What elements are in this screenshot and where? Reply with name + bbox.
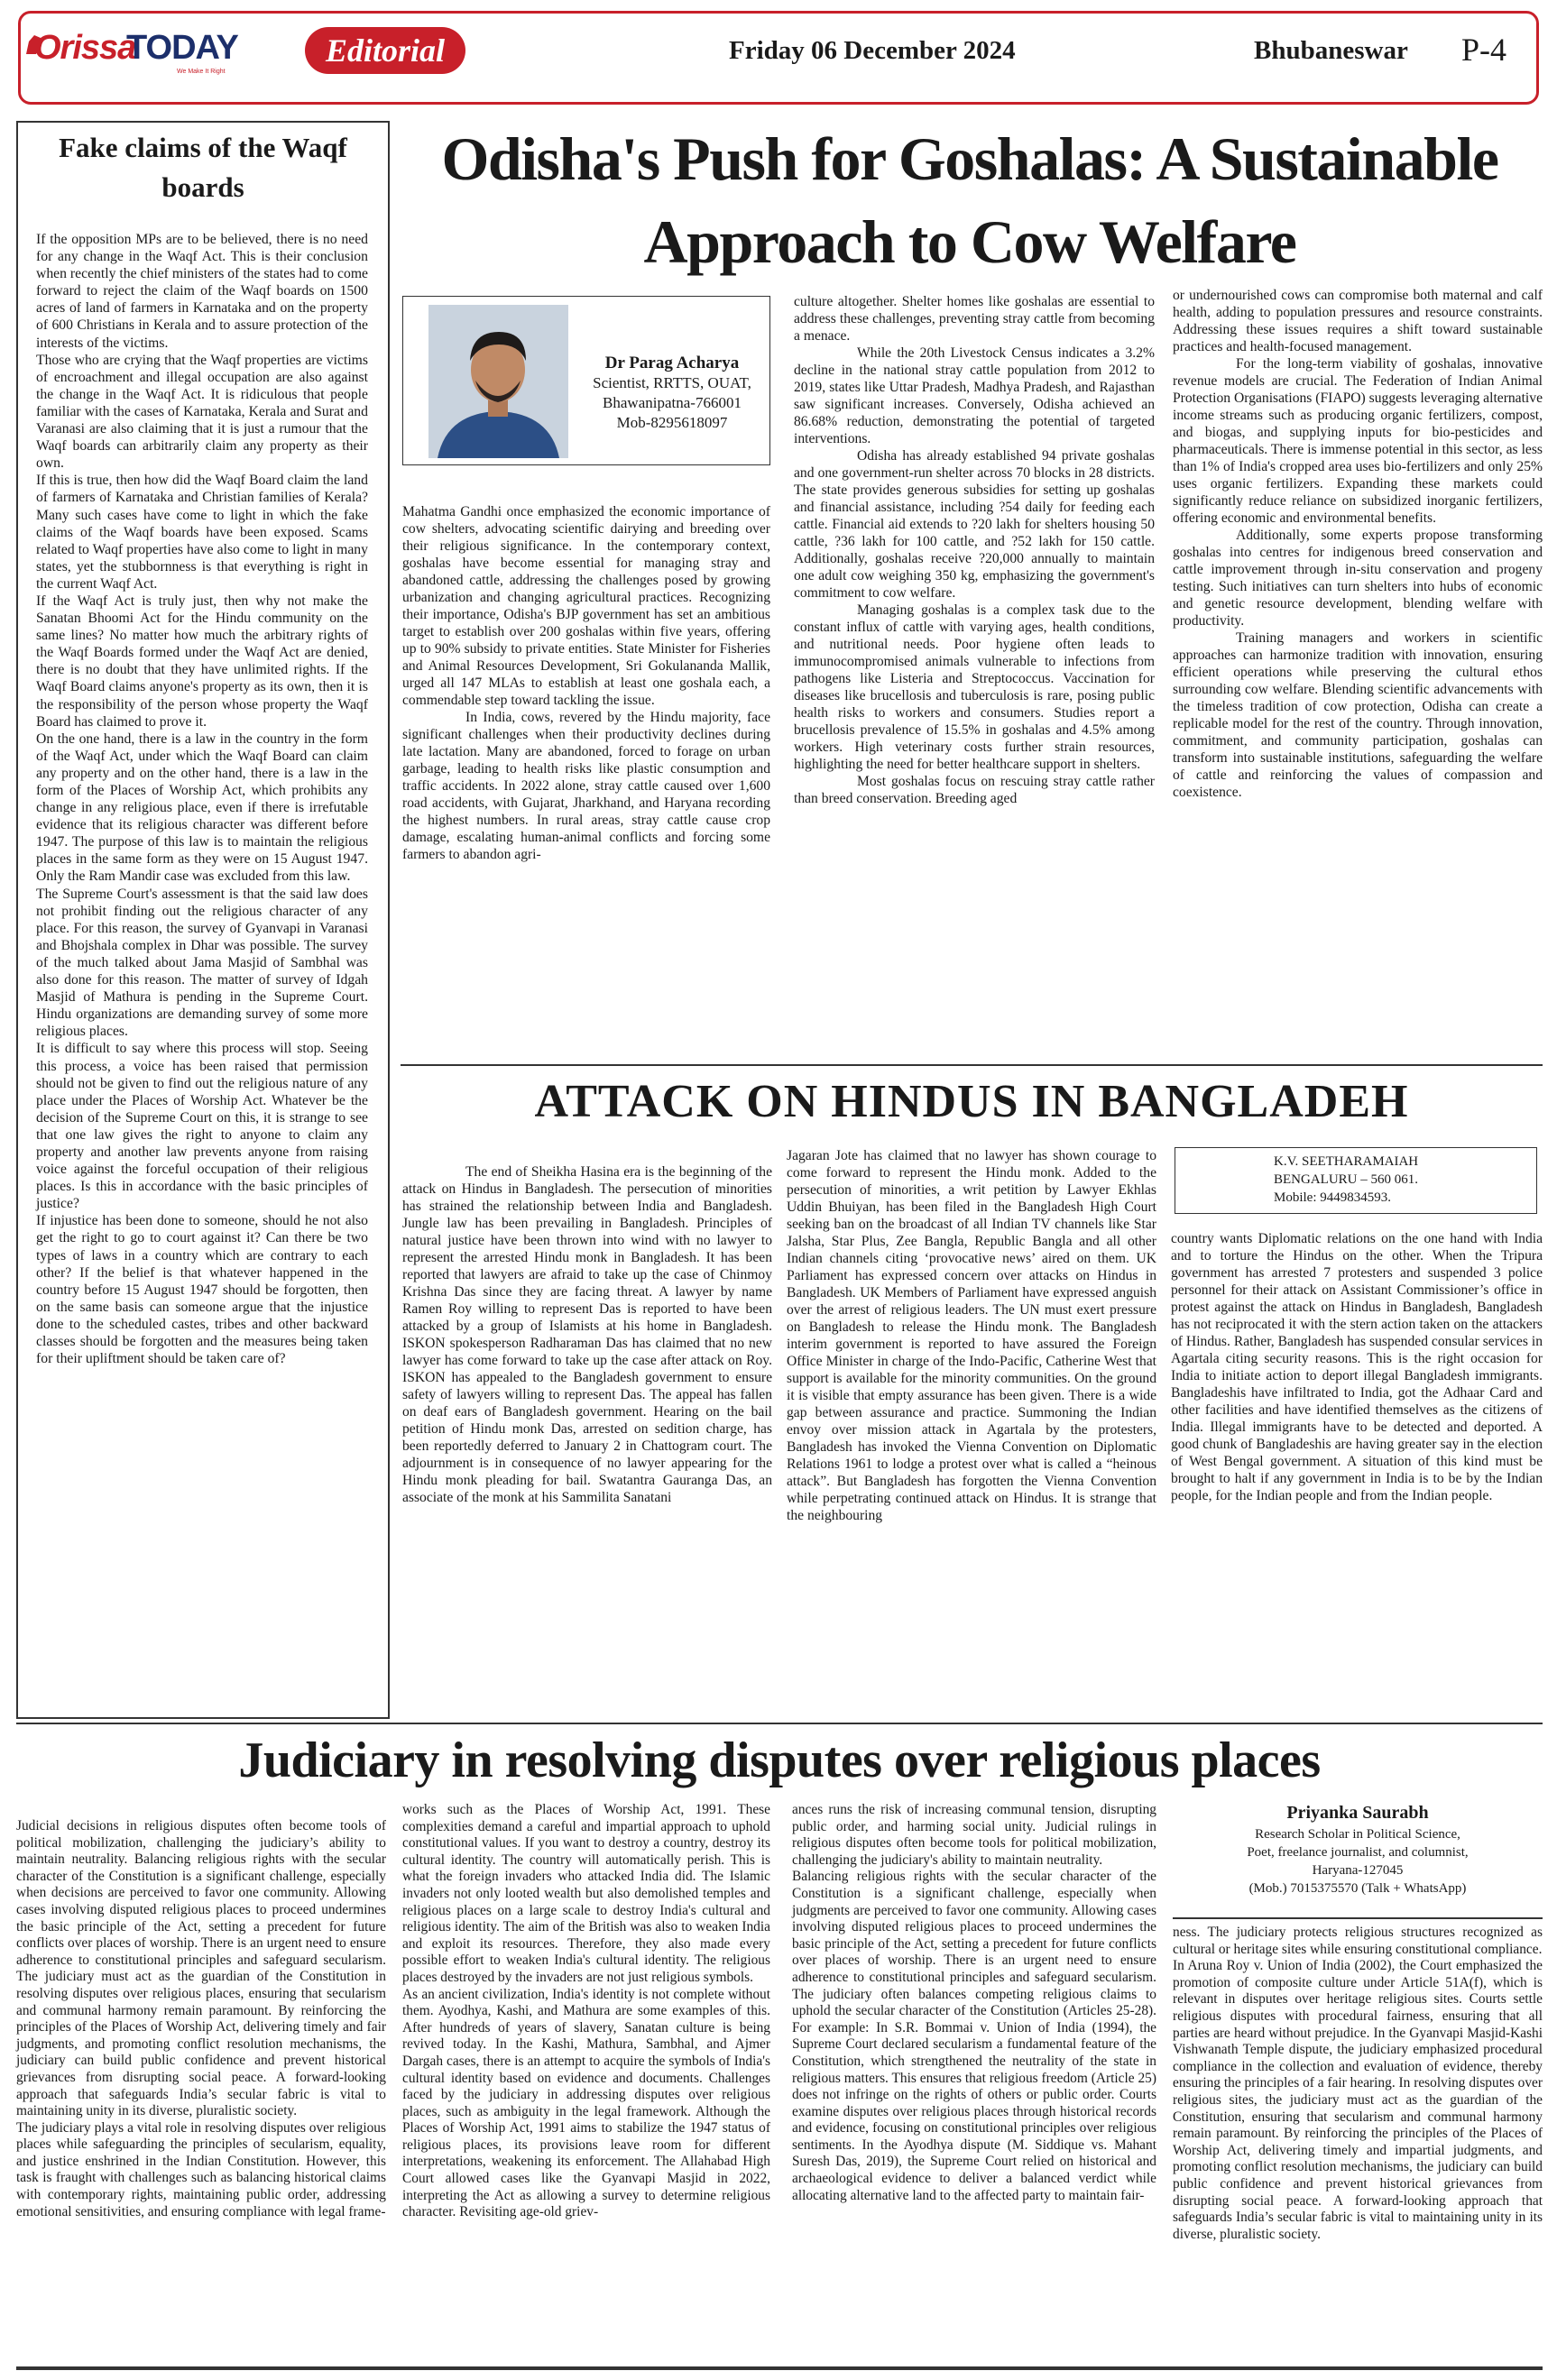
author-line: Poet, freelance journalist, and columnist, xyxy=(1247,1845,1469,1860)
paragraph: Training managers and workers in scientific approaches can harmonize tradition with innovation, ensuring efficient operations while preserving the cultural ethos surrounding cow welfare. Blending scientific advancements with the timeless tradition of cow protection, Odisha can create a replicable model for the rest of the country. Through innovation, commitment, and community participation, goshalas can transform into sustainable institutions, safeguarding the welfare of cattle and reinforcing the values of compassion and coexistence. xyxy=(1173,630,1543,800)
attack-author-details xyxy=(1274,1153,1526,1207)
paragraph: If the Waqf Act is truly just, then why not make the Sanatan Bhoomi Act for the Hindu community on the same lines? No matter how much the arbitrary rights of the Waqf Boards formed under the Waqf Act are denied, there is no doubt that they have unlimited rights. If the Waqf Board claims anyone's property as its own, then it is the responsibility of the person whose property the Waqf Board has claimed to prove it. xyxy=(36,593,368,730)
paragraph: If this is true, then how did the Waqf Board claim the land of farmers of Karnataka and Christian families of Kerala? Many such cases have come to light in which the fake claims of the Waqf boards have been exposed. Scams related to Waqf properties have also come to light in many states, yet the stubbornness is that everything is right in the current Waqf Act. xyxy=(36,473,368,592)
paragraph: or undernourished cows can compromise both maternal and calf health, adding to population pressures and resource constraints. Addressing these issues requires a shift toward sustainable practices and health-focused management. xyxy=(1173,288,1543,354)
attack-column-3 xyxy=(1171,1230,1543,1504)
paragraph: The judiciary plays a vital role in resolving disputes over religious places while safeguarding the principles of secularism, equality, and justice enshrined in the Indian Constitution. However, this task is fraught with challenges such as balancing historical claims with contemporary rights, maintaining public order, addressing emotional sensitivities, and ensuring compliance with legal frame- xyxy=(16,2119,386,2219)
judiciary-author-details xyxy=(1173,1800,1543,1898)
judiciary-column-1 xyxy=(16,1818,386,2220)
bottom-rule xyxy=(16,2366,1543,2370)
goshala-title-line2: Approach to Cow Welfare xyxy=(643,207,1296,276)
paragraph: culture altogether. Shelter homes like goshalas are essential to address these challenges, preventing stray cattle from becoming a menace. xyxy=(794,294,1155,344)
paragraph: country wants Diplomatic relations on the one hand with India and to torture the Hindus on the other. When the Tripura government has arrested 7 protesters and suspended 3 police personnel for their attack on Assistant Commissioner’s office in protest against the attack on Hindus in Bangladesh, Bangladesh has not reciprocated it with the stern action taken on the attackers of Hindus. Rather, Bangladesh has suspended consular services in Agartala citing security reasons. This is the right occasion for India to initiate action to deport illegal Bangladesh immigrants. Bangladeshis have infiltrated to India, got the Adhaar Card and other facilities and have identified themselves as the citizens of India. Illegal immigrants have to be detected and deported. A good chunk of Bangladeshis are having greater say in the election of West Bengal government. A situation of this kind must be brought to halt if any government in India is to be by the Indian people, for the Indian people and from the Indian people. xyxy=(1171,1231,1543,1503)
paragraph: Most goshalas focus on rescuing stray cattle rather than breed conservation. Breeding aged xyxy=(794,774,1155,806)
author-line: Haryana-127045 xyxy=(1312,1863,1404,1878)
author-name: Priyanka Saurabh xyxy=(1286,1803,1429,1823)
goshala-title-line1: Odisha's Push for Goshalas: A Sustainable xyxy=(441,124,1498,193)
judiciary-column-2 xyxy=(402,1802,770,2221)
judiciary-article-title: Judiciary in resolving disputes over religious places xyxy=(238,1732,1321,1788)
author-line: Mob-8295618097 xyxy=(616,414,728,431)
paragraph: As an ancient civilization, India's identity is not complete without them. Ayodhya, Kashi, and Mathura are some examples of this. After hundreds of years of slavery, Sanatan culture is being revived today. In the Kashi, Mathura, Sambhal, and Ajmer Dargah cases, there is an attempt to acquire the symbols of India's cultural identity based on evidence and documents. Challenges faced by the judiciary in addressing disputes over religious places, such as ambiguity in the legal framework. Although the Places of Worship Act, 1991 aims to stabilize the 1947 status of religious places, its provisions leave room for different interpretations, weakening its enforcement. The Allahabad High Court allowed cases like the Gyanvapi Masjid in 2022, interpreting the Act as allowing a survey to determine religious character. Revisiting age-old griev- xyxy=(402,1986,770,2220)
paragraph: Balancing religious rights with the secular character of the Constitution is a significant challenge, especially when judgments are perceived to favor one community. Allowing cases involving disputed religious places to proceed undermines the basic principle of the Act, setting a precedent for future conflicts over places of worship. There is an urgent need to ensure adherence to constitutional principles and safeguard secularism. The judiciary often balances competing religious claims to uphold the secular character of the Constitution (Articles 25-28). For example: In S.R. Bommai v. Union of India (1994), the Supreme Court declared secularism a fundamental feature of the Constitution, which strengthened the neutrality of the state in religious matters. This ensures that religious freedom (Article 25) does not infringe on the rights of others or public order. Courts examine disputes over religious places through historical records and evidence, focusing on constitutional principles over religious sentiments. In the Ayodhya dispute (M. Siddique vs. Mahant Suresh Das, 2019), the Supreme Court relied on historical and archaeological evidence to deliver a balanced verdict while allocating alternative land to the affected party to maintain fair- xyxy=(792,1869,1156,2203)
paragraph: It is difficult to say where this process will stop. Seeing this process, a voice has been raised that permission should not be given to find out the religious nature of any place under the Places of Worship Act. Whatever be the decision of the Supreme Court on this, it is strange to see that one law gives the right to anyone to claim any property and another law prevents anyone from raising voice against the forceful occupation of their religious places. Is this in accordance with the basic principles of justice? xyxy=(36,1041,368,1212)
goshala-column-3 xyxy=(1173,287,1543,801)
logo-orissa: Orissa xyxy=(34,29,136,67)
waqf-article-body xyxy=(36,231,368,1367)
section-divider xyxy=(16,1723,1543,1724)
paragraph: ances runs the risk of increasing communal tension, disrupting public order, and harming social unity. Judicial rulings in religious disputes often become tools for political mobilization, challenging the judiciary's ability to maintain neutrality. xyxy=(792,1802,1156,1868)
page-number: P-4 xyxy=(1461,32,1507,68)
author-mobile: Mobile: 9449834593. xyxy=(1274,1190,1391,1205)
paragraph: The end of Sheikha Hasina era is the beginning of the attack on Hindus in Bangladesh. The persecution of minorities has strained the relationship between India and Bangladesh. Jungle law has been prevailing in Bangladesh. Principles of natural justice have been thrown into wind with no lawyer to represent the arrested Hindu monk in Bangladesh. It has been reported that lawyers are afraid to take up the case of Chinmoy Krishna Das since they are facing threat. A lawyer by name Ramen Roy willing to represent Das is reported to have been attacked by a group of Islamists at his home in Bangladesh. ISKON spokesperson Radharaman Das has claimed that no new lawyer has come forward to take up the case after attack on Roy. ISKON has appealed to the Bangladesh government to ensure safety of lawyers willing to represent Das. The appeal has fallen on deaf ears of Bangladesh government. Hearing on the bail petition of Hindu monk Das, arrested on sedition charge, has been reportedly deferred to January 2 in Chattogram court. The adjournment is in consequence of no lawyer appearing for the Hindu monk pleading for bail. Swatantra Gauranga Das, an associate of the monk at his Sammilita Sanatani xyxy=(402,1164,772,1505)
paragraph: Odisha has already established 94 private goshalas and one government-run shelter across 70 blocks in 28 districts. The state provides generous subsidies for setting up goshalas and financial assistance, including ?54 daily for feeding each cattle. Financial aid extends to ?20 lakh for shelters housing 50 cattle, ?36 lakh for 100 cattle, and ?52 lakh for 150 cattle. Additionally, goshalas receive ?20,000 annually to maintain one adult cow weighing 350 kg, emphasizing the government's commitment to cow welfare. xyxy=(794,448,1155,601)
paragraph: Judicial decisions in religious disputes often become tools of political mobilization, challenging the judiciary’s ability to maintain neutrality. Balancing religious rights with the secular character of the Constitution is a significant challenge, especially when decisions are perceived to favor one community. Allowing cases involving disputed religious places to proceed undermines the basic principle of the Act, setting a precedent for future conflicts over places of worship. There is an urgent need to ensure adherence to constitutional principles and safeguard secularism. The judiciary must act as the guardian of the Constitution in resolving disputes over religious places, ensuring that secularism and communal harmony remain paramount. By reinforcing the principles of the Places of Worship Act, delivering timely and fair judgments, and promoting conflict resolution mechanisms, the judiciary can build public confidence and prevent historical grievances from disrupting social peace. A forward-looking approach that safeguards India’s secular fabric is vital to maintaining unity in its diverse, pluralistic society. xyxy=(16,1818,386,2119)
author-line: (Mob.) 7015375570 (Talk + WhatsApp) xyxy=(1248,1881,1467,1896)
attack-column-2 xyxy=(787,1147,1156,1524)
attack-column-1 xyxy=(402,1163,772,1506)
author-name: K.V. SEETHARAMAIAH xyxy=(1274,1154,1419,1169)
author-city: BENGALURU – 560 061. xyxy=(1274,1172,1418,1187)
paragraph: In Aruna Roy v. Union of India (2002), the Court emphasized the promotion of composite culture under Article 51A(f), which is relevant in disputes over heritage religious sites. Courts settle religious disputes with procedural fairness, ensuring that all parties are heard without prejudice. In the Gyanvapi Masjid-Kashi Vishwanath Temple dispute, the judiciary emphasized procedural compliance in the collection and evaluation of evidence, thereby ensuring the principles of a fair hearing. In resolving disputes over religious sites, the judiciary must act as the guardian of the Constitution, ensuring that secularism and communal harmony remain paramount. By reinforcing the principles of the Places of Worship Act, delivering timely and impartial judgments, and promoting conflict resolution mechanisms, the judiciary can build public confidence and prevent historical grievances from disrupting social peace. A forward-looking approach that safeguards India’s secular fabric is vital to maintaining unity in its diverse, pluralistic society. xyxy=(1173,1958,1543,2242)
paragraph: Those who are crying that the Waqf properties are victims of encroachment and illegal occupation are also against the change in the Waqf Act. It is ridiculous that people familiar with the cases of Karnataka, Kerala and Surat and Varanasi are also claiming that it is just a rumour that the Waqf boards can arbitrarily claim any property as their own. xyxy=(36,352,368,472)
waqf-article-title: Fake claims of the Waqf boards xyxy=(59,132,347,203)
goshala-column-2 xyxy=(794,293,1155,807)
author-divider xyxy=(1173,1917,1543,1919)
paragraph: For the long-term viability of goshalas, innovative revenue models are crucial. The Federation of Indian Animal Protection Organisations (FIAPO) suggests leveraging alternative income streams such as producing organic fertilizers, compost, and biogas, and supplying inputs for bio-pesticides and pharmaceuticals. There is immense potential in this sector, as less than 1% of India's cropped area uses bio-fertilizers and only 25% uses organic fertilizers. Expanding these markets could significantly reduce reliance on subsidized inorganic fertilizers, offering economic and environmental benefits. xyxy=(1173,356,1543,526)
issue-date: Friday 06 December 2024 xyxy=(729,36,1016,65)
goshala-column-1 xyxy=(402,503,770,863)
paragraph: Managing goshalas is a complex task due to the constant influx of cattle with varying ages, health conditions, and nutritional needs. Poor hygiene often leads to immunocompromised animals vulnerable to infections from pathogens like Listeria and Streptococcus. Vaccination for diseases like brucellosis and tuberculosis is rare, posing public health risks to workers and consumers. Studies report a brucellosis prevalence of 15.5% in goshalas and 4.5% among workers. High veterinary costs further strain resources, highlighting the need for better healthcare support in shelters. xyxy=(794,602,1155,772)
goshala-author-details xyxy=(577,354,767,433)
paragraph: While the 20th Livestock Census indicates a 3.2% decline in the national stray cattle population from 2012 to 2019, states like Uttar Pradesh, Madhya Pradesh, and Rajasthan saw significant increases. Conversely, Odisha achieved an 86.68% reduction, demonstrating the potential of targeted interventions. xyxy=(794,345,1155,446)
section-badge: Editorial xyxy=(305,27,465,74)
author-name: Dr Parag Acharya xyxy=(604,354,740,372)
paragraph: Additionally, some experts propose transforming goshalas into centres for indigenous breed conservation and cattle improvement through in-situ conservation and progeny testing. Such initiatives can turn shelters into hubs of economic and genetic resource development, blending welfare with productivity. xyxy=(1173,528,1543,629)
paragraph: If injustice has been done to someone, should he not also get the right to go to court against it? Can there be two types of laws in a country which are contrary to each other? If the belief is that whatever happened in the country before 15 August 1947 should be forgotten, then on the same basis can someone argue that the injustice done to the scheduled castes, tribes and other backward classes should be forgotten and the measures being taken for their upliftment should be taken care of? xyxy=(36,1213,368,1367)
logo-tagline: We Make It Right xyxy=(177,69,226,75)
paragraph: On the one hand, there is a law in the country in the form of the Waqf Act, under which the Waqf Board can claim any property and on the other hand, there is a law in the form of the Places of Worship Act, which prohibits any change in any religious place, even if there is irrefutable evidence that its religious character was different before 1947. The purpose of this law is to maintain the religious places in the same form as they were on 15 August 1947. Only the Ram Mandir case was excluded from this law. xyxy=(36,731,368,885)
paragraph: ness. The judiciary protects religious structures recognized as cultural or heritage sites while ensuring constitutional compliance. xyxy=(1173,1925,1543,1957)
logo-today: TODAY xyxy=(126,29,238,67)
author-portrait-icon xyxy=(428,305,568,458)
judiciary-column-3 xyxy=(792,1802,1156,2204)
paragraph: Mahatma Gandhi once emphasized the economic importance of cow shelters, advocating scientific dairying and breeding over their religious significance. In the contemporary context, goshalas have become essential for managing stray and abandoned cattle, addressing the challenges posed by growing urbanization and changing agricultural practices. Recognizing their importance, Odisha's BJP government has set an ambitious target to establish over 200 goshalas within five years, offering up to 90% subsidy to private entities. State Minister for Fisheries and Animal Resources Development, Sri Gokulananda Mallik, urged all 147 MLAs to establish at least one goshala each, a commendable step toward tackling the issue. xyxy=(402,504,770,708)
judiciary-column-4 xyxy=(1173,1925,1543,2243)
paragraph: works such as the Places of Worship Act, 1991. These complexities demand a careful and impartial approach to uphold constitutional values. If you want to destroy a country, destroy its cultural identity. The country will automatically perish. This is what the foreign invaders who attacked India did. The Islamic invaders not only looted wealth but also demolished temples and religious places on a large scale to destroy India's cultural and religious identity. The aim of the British was also to weaken India and exploit its resources. Therefore, they also made every possible effort to weaken India's cultural identity. The religious places destroyed by the invaders are not just religious symbols. xyxy=(402,1802,770,1985)
author-line: Research Scholar in Political Science, xyxy=(1255,1827,1460,1842)
orissa-today-logo xyxy=(18,18,253,78)
author-line: Bhawanipatna-766001 xyxy=(603,394,742,411)
paragraph: Jagaran Jote has claimed that no lawyer has shown courage to come forward to represent the Hindu monk. Added to the persecution of minorities, a writ petition by Lawyer Ekhlas Uddin Bhuiyan, has been filed in the Bangladesh High Court seeking ban on the broadcast of all Indian TV channels like Star Jalsha, Star Plus, Zee Bangla, Republic Bangla and all other Indian channels citing ‘provocative news’ aired on them. UK Parliament has expressed concern over attacks on Hindus in Bangladesh. UK Members of Parliament have expressed anguish over the arrest of religious leaders. The UN must exert pressure on Bangladesh to release the Hindu monk. The Bangladesh interim government is reported to have assured the Foreign Office Minister in charge of the Indo-Pacific, Catherine West that support is available for the minority communities. On the ground it is visible that empty assurance has been given. There is a wide gap between assurance and practice. Summoning the Indian envoy over mission attack in Agartala by the protesters, Bangladesh has invoked the Vienna Convention on Diplomatic Relations 1961 to lodge a protest over what is called a “heinous attack”. But Bangladesh has forgotten the Vienna Convention while perpetrating continued attack on Hindus. It is strange that the neighbouring xyxy=(787,1148,1156,1523)
paragraph: The Supreme Court's assessment is that the said law does not prohibit finding out the religious character of any place. For this reason, the survey of Gyanvapi in Varanasi and Bhojshala complex in Dhar was possible. The survey of the much talked about Jama Masjid of Sambhal was also done for this reason. The matter of survey of Idgah Masjid of Mathura is pending in the Supreme Court. Hindu organizations are demanding survey of some more religious places. xyxy=(36,886,368,1040)
attack-article-title: ATTACK ON HINDUS IN BANGLADEH xyxy=(534,1076,1409,1127)
section-divider xyxy=(401,1064,1543,1066)
paragraph: In India, cows, revered by the Hindu majority, face significant challenges when their productivity declines during late lactation. Many are abandoned, forced to forage on urban garbage, leading to health risks like plastic consumption and traffic accidents. In 2022 alone, stray cattle caused over 1,600 road accidents, with Gujarat, Jharkhand, and Haryana recording the highest numbers. In rural areas, stray cattle cause crop damage, escalating human-animal conflicts and forcing some farmers to abandon agri- xyxy=(402,710,770,862)
author-line: Scientist, RRTTS, OUAT, xyxy=(593,374,751,391)
paragraph: If the opposition MPs are to be believed, there is no need for any change in the Waqf Act. This is their conclusion when recently the chief ministers of the states had to come forward to reject the claim of the Waqf boards on 1500 acres of land of farmers in Karnataka and on the property of 600 Christians in Kerala and to assure protection of the interests of the victims. xyxy=(36,232,368,351)
issue-city: Bhubaneswar xyxy=(1254,36,1408,65)
author-photo xyxy=(428,305,568,458)
